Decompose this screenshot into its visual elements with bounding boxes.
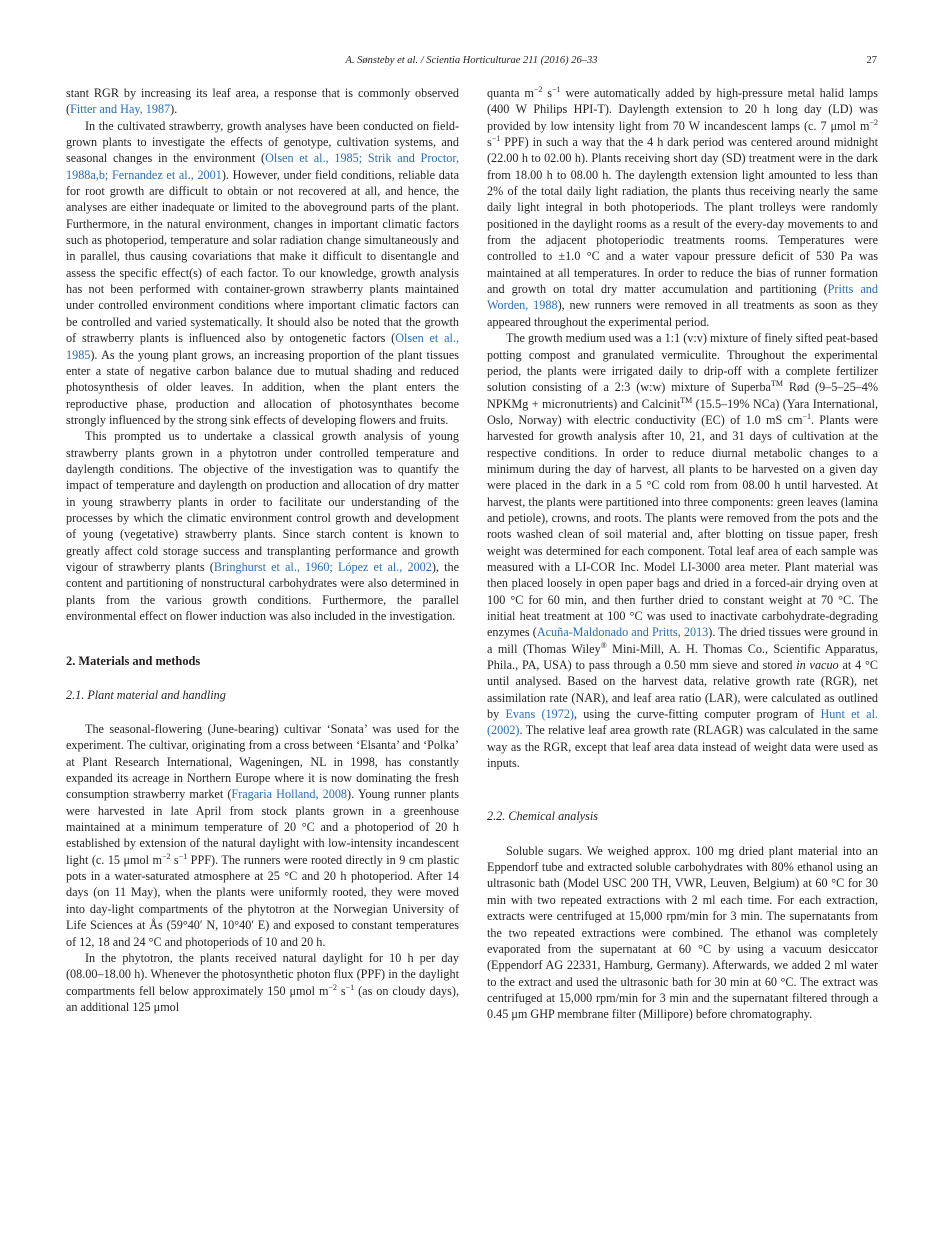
text-run: . The relative leaf area growth rate (RLAGR) was calculated in the same way as the RGR, except that leaf area data instead of weight data were used as inputs. — [487, 723, 878, 771]
text-run: were automatically added by high-pressure metal halid lamps (400 W Philips HPI-T). Daylength extension to 20 h long day (LD) was provided by low intensity light from 70 W incandescent lamps (c. 7 μmol m — [487, 86, 878, 133]
citation-link[interactable]: Pritts and Worden, 1988 — [487, 282, 878, 313]
text-run: In the cultivated strawberry, growth analyses have been conducted on field-grown plants to investigate the effects of genotype, cultivation systems, and seasonal changes in the environment ( — [66, 118, 459, 166]
citation-link[interactable]: Fitter and Hay, 1987 — [70, 102, 171, 117]
running-header — [66, 55, 877, 69]
text-run: ). — [170, 102, 178, 117]
superscript: −1 — [345, 982, 355, 992]
paragraph-right-1 — [487, 85, 878, 330]
subsection-heading-plant-material: 2.1. Plant material and handling — [66, 687, 226, 702]
citation-link[interactable]: Hunt et al. (2002) — [487, 707, 879, 738]
superscript: −2 — [161, 851, 171, 861]
text-run: at 4 °C until analysed. Based on the harvest data, relative growth rate (RGR), net assimilation rate (NAR), and leaf area ratio (LAR), were calculated as outlined by — [487, 658, 878, 722]
paragraph-right-2 — [487, 330, 878, 771]
text-run: Soluble sugars. We weighed approx. 100 mg dried plant material into an Eppendorf tube and extracted soluble carbohydrates with 80% ethanol using an ultrasonic bath (Model USC 200 TH, VWR, Leuven, Belgium) at 60 °C for 30 min with two repeated extractions with 2 ml each time. For each extraction, extracts were centrifuged at 15,000 rpm/min for 3 min. The supernatants from the two repeated extractions were combined. The ethanol was completely evaporated from the supernatant at 60 °C by using a vacuum desiccator (Eppendorf AG 22331, Hamburg, Germany). Afterwards, we added 2 ml water to the extract and used the ultrasonic bath for 30 min at 60 °C. The extract was centrifuged at 15,000 rpm/min for 3 min and the supernatant filtered through a 0.45 μm GHP membrane filter (Millipore) before chromatography. — [487, 843, 878, 1022]
text-run: ), the content and partitioning of nonstructural carbohydrates were also determined in plants from the various growth conditions. Furthermore, the parallel environmental effect on flower induction was also included in the investigation. — [66, 559, 460, 623]
text-run: s — [170, 852, 179, 867]
text-run: (15.5–19% NCa) (Yara International, Oslo, Norway) with electric conductivity (EC) of 1.0 mS cm — [487, 396, 878, 427]
text-run: ). However, under field conditions, reliable data for root growth are difficult to obtain or not recovered at all, and hence, the analyses are either inadequate or limited to the aboveground parts of the plant. Furthermore, in the natural environment, changes in important climatic factors such as photoperiod, temperature and solar radiation change simultaneously and in parallel, thus causing covariations that make it difficult to disentangle and assess the specific effect(s) of each factor. To our knowledge, growth analysis has not been performed with container-grown strawberry plants maintained under controlled environment conditions where important climatic factors can be controlled and varied systematically. It should also be noted that the growth of strawberry plants is influenced also by ontogenetic factors ( — [66, 167, 459, 346]
text-run: quanta m — [487, 86, 534, 100]
citation-link[interactable]: Bringhurst et al., 1960; López et al., 2002 — [213, 559, 432, 574]
page-number: 27 — [866, 55, 877, 66]
citation-link[interactable]: Olsen et al., 1985; Strik and Proctor, 1988a,b; Fernandez et al., 2001 — [66, 151, 459, 182]
text-run: The growth medium used was a 1:1 (v:v) mixture of finely sifted peat-based potting compost and granulated vermiculite. Throughout the experimental period, the plants were irrigated daily to drip-off with a complete fertilizer solution consisting of a 2:3 (w:w) mixture of Superba — [487, 331, 878, 395]
section-heading-materials-methods: 2. Materials and methods — [66, 654, 201, 669]
left-column — [66, 85, 459, 1015]
superscript: −1 — [802, 411, 811, 421]
text-run: Mini-Mill, A. H. Thomas Co., Scientific Apparatus, Phila., PA, USA) to pass through a 0.50 mm sieve and stored — [487, 641, 878, 673]
running-title: A. Sønsteby et al. / Scientia Horticulturae 211 (2016) 26–33 — [345, 55, 598, 66]
superscript: ® — [600, 640, 607, 650]
text-run: s — [336, 983, 346, 998]
text-run: PPF) in such a way that the 4 h dark period was centered around midnight (22.00 h to 02.00 h). Plants receiving short day (SD) treatment were in the dark from 18.00 h to 08.00 h. The daylength extension light amounted to less than 2% of the total daily light radiation, the plants thus receiving nearly the same daily light integral in both photoperiods. The plant trolleys were randomly positioned in the daylight rooms as a result of the every-day movements to and from the adjacent photoperiodic treatments rooms. Temperatures were controlled to ±1.0 °C and a water vapour pressure deficit of 530 Pa was maintained at all temperatures. In order to reduce the bias of runner formation and growth on total dry matter accumulation and partitioning ( — [487, 135, 878, 297]
citation-link[interactable]: Fragaria Holland, 2008 — [231, 787, 348, 802]
text-run: Rød (9–5–25–4% NPKMg + micronutrients) and Calcinit — [487, 380, 878, 411]
text-run: s — [487, 135, 492, 150]
paragraph-left-1 — [66, 85, 459, 118]
paragraph-left-3 — [66, 428, 459, 624]
superscript: −1 — [552, 84, 561, 94]
superscript: −2 — [869, 117, 878, 127]
italic-text: in vacuo — [796, 658, 839, 673]
text-run: stant RGR by increasing its leaf area, a response that is commonly observed ( — [66, 86, 459, 117]
text-run: s — [542, 86, 553, 100]
paragraph-right-3 — [487, 843, 878, 1023]
text-run: ). As the young plant grows, an increasing proportion of the plant tissues enter a state of negative carbon balance due to mutual shading and reduced photosynthesis of older leaves. In addition, when the plant enters the reproductive phase, production and allocation of photosynthates become strongly influenced by the strong sink effects of developing flowers and fruits. — [66, 347, 459, 427]
citation-link[interactable]: Evans (1972) — [505, 707, 574, 722]
text-run: This prompted us to undertake a classical growth analysis of young strawberry plants grown in a phytotron under controlled temperature and daylength conditions. The objective of the investigation was to quantify the impact of temperature and daylength on production and allocation of dry matter in young strawberry plants in order to facilitate our understanding of the processes by which the climatic environment control growth and development of young (vegetative) strawberry plants. Since starch content is known to greatly affect cold storage success and transplanting performance and growth vigour of strawberry plants ( — [66, 429, 459, 574]
superscript: −2 — [328, 982, 337, 992]
superscript: TM — [680, 395, 693, 405]
superscript: −1 — [178, 851, 188, 861]
text-run: ). Young runner plants were harvested in late April from stock plants grown in a greenhouse maintained at a minimum temperature of 20 °C and a photoperiod of 20 h established by extension of the natural daylight with low-intensity incandescent light (c. 15 μmol m — [66, 787, 459, 867]
text-run: ). The dried tissues were ground in a mill (Thomas Wiley — [487, 625, 878, 656]
citation-link[interactable]: Olsen et al., 1985 — [66, 331, 459, 362]
superscript: TM — [770, 379, 783, 389]
subsection-heading-chemical-analysis: 2.2. Chemical analysis — [487, 809, 599, 824]
text-run: PPF). The runners were rooted directly in 9 cm plastic pots in a water-saturated atmosphere at 25 °C and 20 h photoperiod. After 14 days (on 11 May), when the plants were uniformly rooted, they were moved into day-light compartments of the phytotron at the Norwegian University of Life Sciences at Ås (59°40′ N, 10°40′ E) and exposed to constant temperatures of 12, 18 and 24 °C and photoperiods of 10 and 20 h. — [66, 852, 460, 949]
text-run: , using the curve-fitting computer program of — [573, 707, 821, 722]
text-run: (as on cloudy days), an additional 125 μmol — [66, 983, 459, 1014]
paragraph-left-5 — [66, 950, 459, 1015]
text-run: ), new runners were removed in all treatments as soon as they appeared throughout the experimental period. — [487, 298, 878, 329]
text-run: . Plants were harvested for growth analysis after 10, 21, and 31 days of cultivation at the respective conditions. In order to reduce diurnal metabolic changes to a minimum during the day of harvest, all plants to be harvested on a given day were placed in the dark in a 5 °C cold rom from 08.00 h until harvested. At harvest, the plants were partitioned into three components: green leaves (lamina and petiole), crowns, and roots. The plants were removed from the pots and the roots washed clean of soil material and, after blotting on tissue paper, fresh weight was determined for each component. Total leaf area of each sample was measured with a LI-COR Inc. Model LI-3000 area meter. Plant material was then placed loosely in open paper bags and dried in a forced-air drying oven at 100 °C for 60 min, and then further dried to constant weight at 70 °C. The initial heat treatment at 100 °C was used to inactivate carbohydrate-degrading enzymes ( — [487, 412, 879, 640]
superscript: −2 — [533, 84, 543, 94]
right-column — [487, 85, 878, 1023]
superscript: −1 — [491, 133, 501, 143]
text-run: In the phytotron, the plants received natural daylight for 10 h per day (08.00–18.00 h). Whenever the photosynthetic photon flux (PPF) in the daylight compartments fell below approximately 150 μmol m — [66, 950, 459, 998]
citation-link[interactable]: Acuña-Maldonado and Pritts, 2013 — [536, 625, 709, 640]
paragraph-left-2 — [66, 118, 459, 429]
paragraph-left-4 — [66, 721, 459, 950]
text-run: The seasonal-flowering (June-bearing) cultivar ‘Sonata’ was used for the experiment. The cultivar, originating from a cross between ‘Elsanta’ and ‘Polka’ at Plant Research International, Wageningen, NL in 1998, has constantly expanded its acreage in Northern Europe where it is now dominating the fresh consumption strawberry market ( — [66, 722, 459, 802]
